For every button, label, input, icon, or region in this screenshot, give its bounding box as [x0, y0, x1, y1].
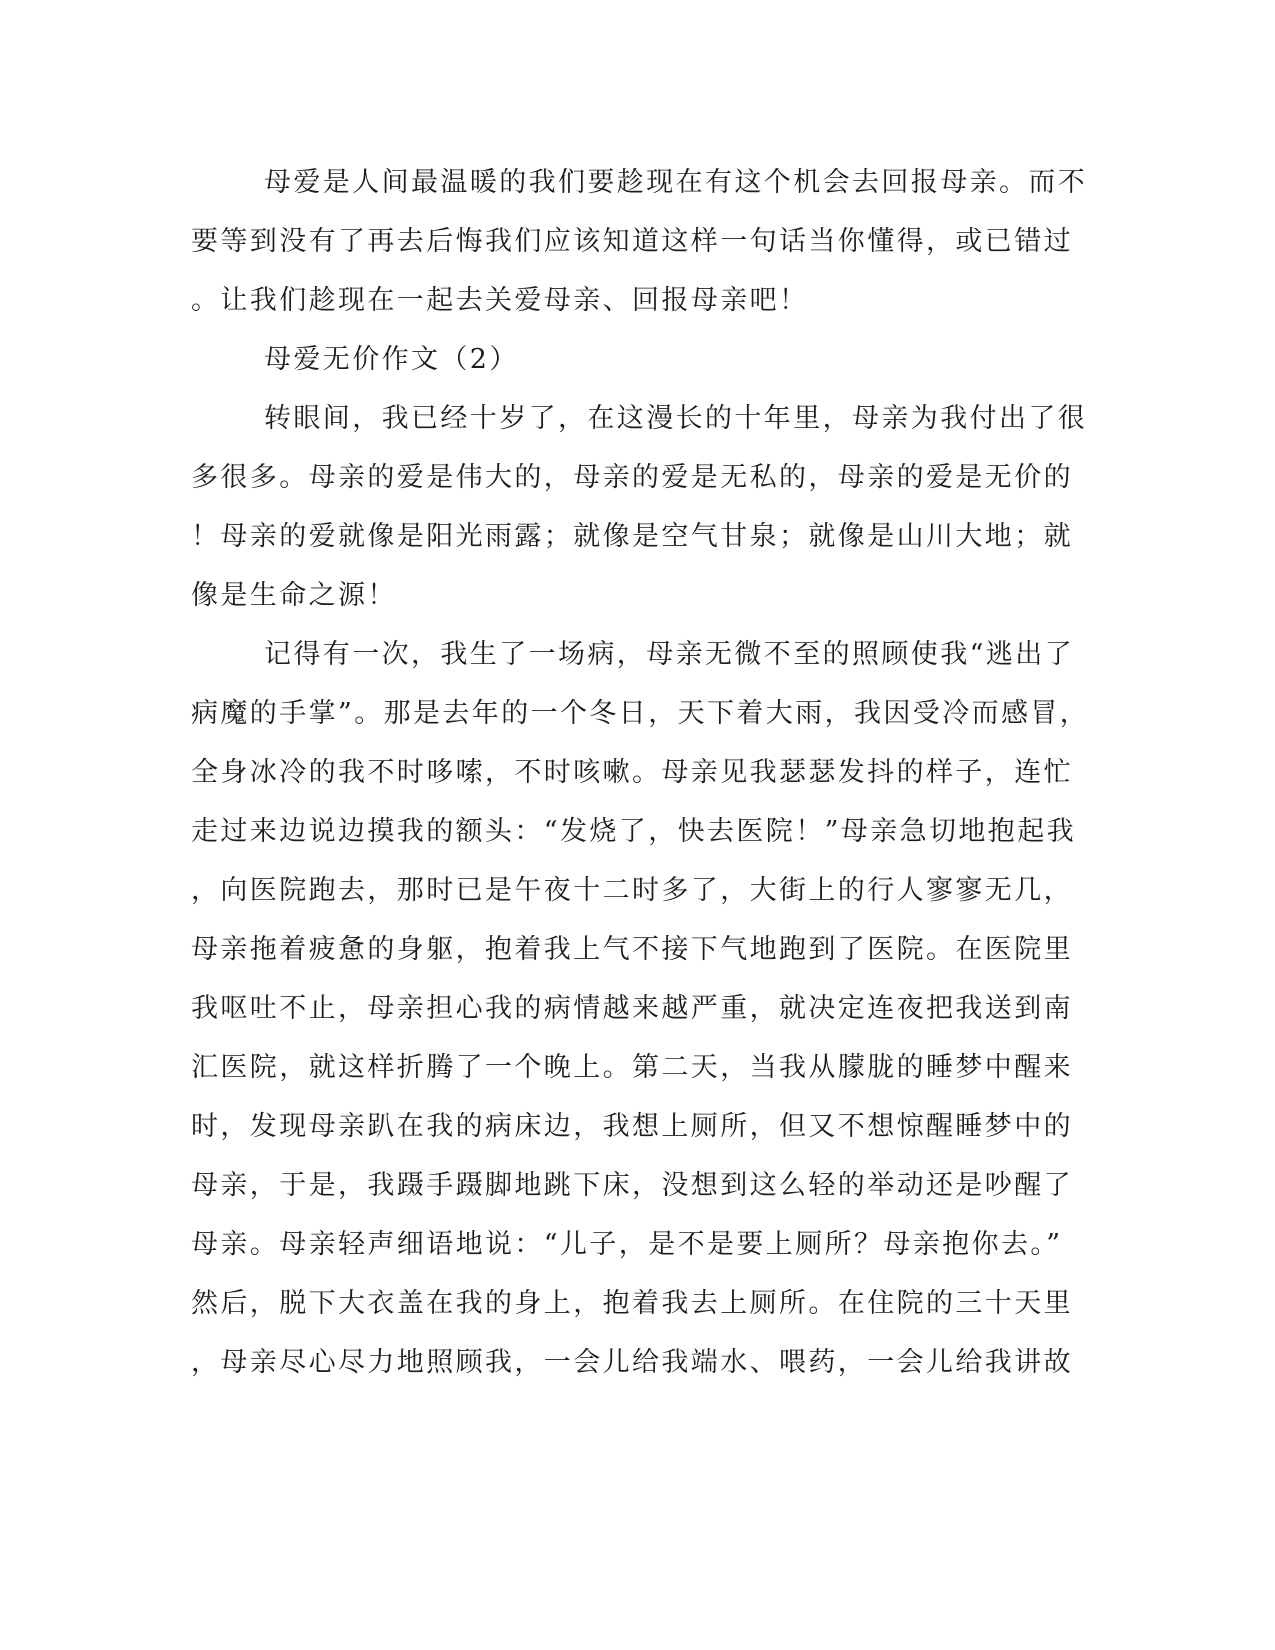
- text-line: 母亲，于是，我蹑手蹑脚地跳下床，没想到这么轻的举动还是吵醒了: [191, 1170, 1073, 1201]
- section-title: 母爱无价作文（2）: [264, 344, 519, 375]
- text-line: 。让我们趁现在一起去关爱母亲、回报母亲吧！: [191, 285, 809, 316]
- text-line: ！母亲的爱就像是阳光雨露；就像是空气甘泉；就像是山川大地；就: [191, 521, 1073, 552]
- text-line: 然后，脱下大衣盖在我的身上，抱着我去上厕所。在住院的三十天里: [191, 1288, 1073, 1319]
- text-line: ，母亲尽心尽力地照顾我，一会儿给我端水、喂药，一会儿给我讲故: [191, 1347, 1073, 1378]
- text-line: 母爱是人间最温暖的我们要趁现在有这个机会去回报母亲。而不: [264, 167, 1088, 198]
- text-line: 转眼间，我已经十岁了，在这漫长的十年里，母亲为我付出了很: [264, 403, 1088, 434]
- text-line: 母亲。母亲轻声细语地说：“儿子，是不是要上厕所？母亲抱你去。”: [191, 1229, 1063, 1260]
- text-line: 记得有一次，我生了一场病，母亲无微不至的照顾使我“逃出了: [264, 639, 1075, 670]
- text-line: 病魔的手掌”。那是去年的一个冬日，天下着大雨，我因受冷而感冒，: [191, 698, 1090, 729]
- text-line: ，向医院跑去，那时已是午夜十二时多了，大街上的行人寥寥无几，: [191, 875, 1073, 906]
- text-line: 我呕吐不止，母亲担心我的病情越来越严重，就决定连夜把我送到南: [191, 993, 1073, 1024]
- text-line: 多很多。母亲的爱是伟大的，母亲的爱是无私的，母亲的爱是无价的: [191, 462, 1073, 493]
- text-line: 走过来边说边摸我的额头：“发烧了，快去医院！”母亲急切地抱起我: [191, 816, 1077, 847]
- text-line: 母亲拖着疲惫的身躯，抱着我上气不接下气地跑到了医院。在医院里: [191, 934, 1073, 965]
- text-line: 像是生命之源！: [191, 580, 397, 611]
- text-line: 全身冰冷的我不时哆嗦，不时咳嗽。母亲见我瑟瑟发抖的样子，连忙: [191, 757, 1073, 788]
- text-line: 汇医院，就这样折腾了一个晚上。第二天，当我从朦胧的睡梦中醒来: [191, 1052, 1073, 1083]
- text-line: 时，发现母亲趴在我的病床边，我想上厕所，但又不想惊醒睡梦中的: [191, 1111, 1073, 1142]
- text-line: 要等到没有了再去后悔我们应该知道这样一句话当你懂得，或已错过: [191, 226, 1073, 257]
